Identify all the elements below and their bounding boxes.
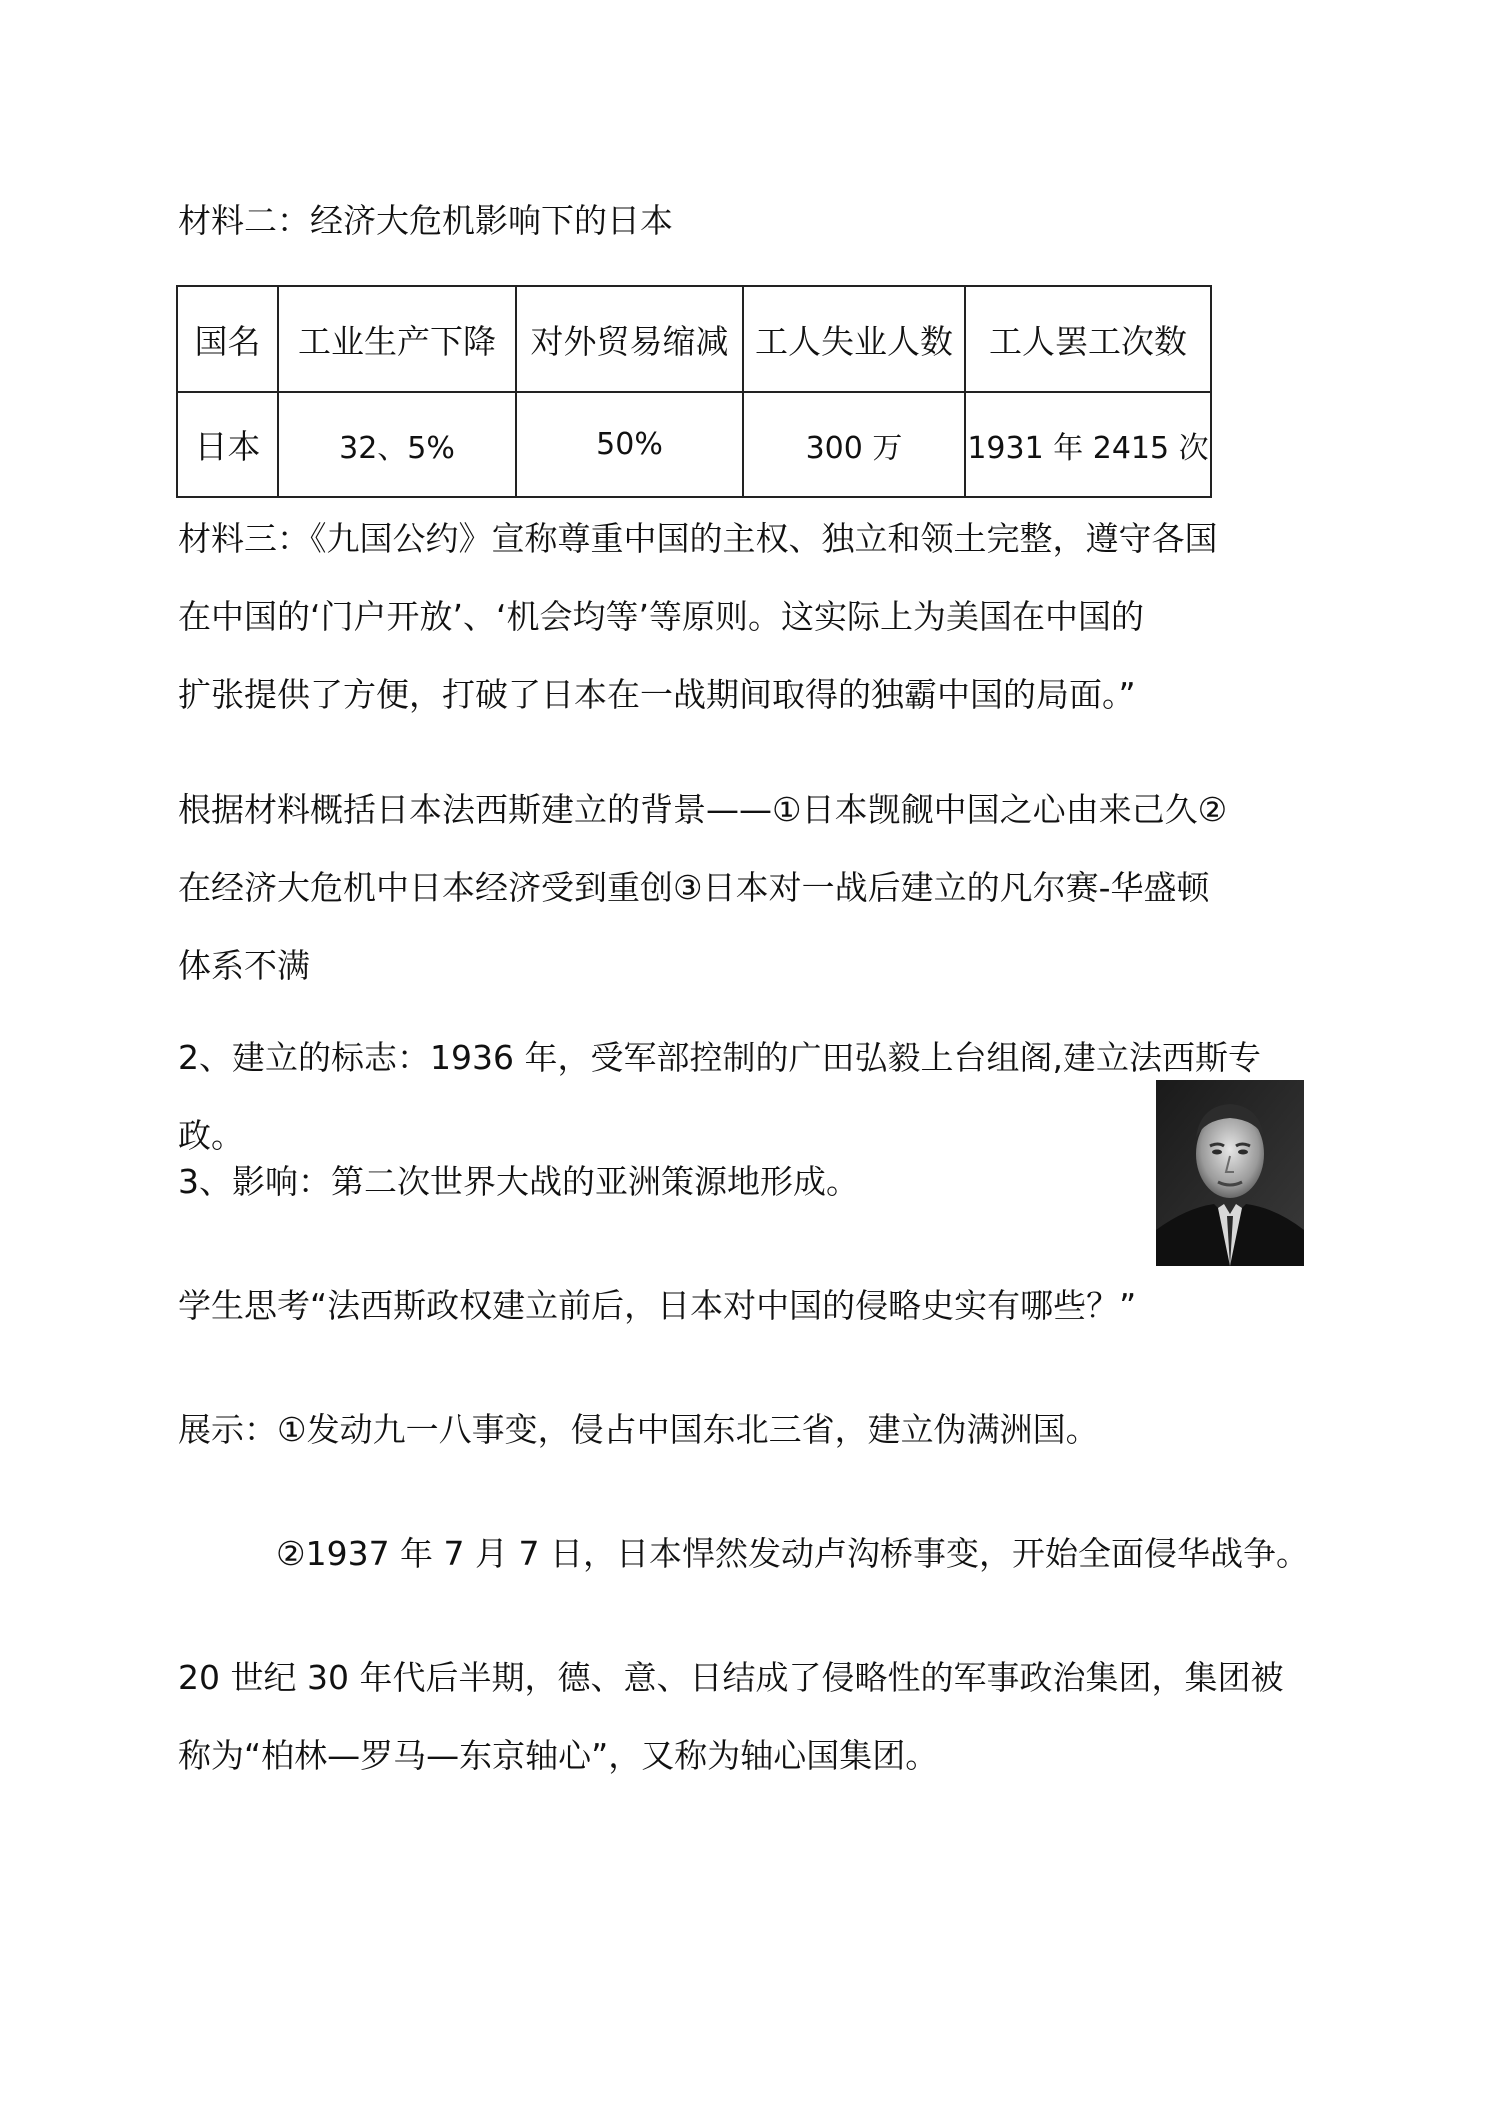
material-two-heading-text: 材料二：经济大危机影响下的日本 (178, 201, 673, 240)
text-line: 3、影响：第二次世界大战的亚洲策源地形成。 (178, 1162, 859, 1201)
axis-paragraph (178, 1639, 1328, 1795)
table-cell: 300 万 (743, 392, 965, 497)
text-line: 根据材料概括日本法西斯建立的背景——①日本觊觎中国之心由来己久② (178, 790, 1228, 829)
text-line: 材料三：《九国公约》宣称尊重中国的主权、独立和领土完整，遵守各国 (178, 519, 1218, 558)
text-line: 在中国的‘门户开放’、‘机会均等’等原则。这实际上为美国在中国的 (178, 597, 1144, 636)
table-cell: 日本 (177, 392, 278, 497)
background-summary-paragraph (178, 771, 1328, 1005)
table-header-cell: 工人失业人数 (743, 286, 965, 392)
table-header-cell: 国名 (177, 286, 278, 392)
table-header-cell: 工人罢工次数 (965, 286, 1211, 392)
text-line: 体系不满 (178, 946, 310, 985)
table-cell: 1931 年 2415 次 (965, 392, 1211, 497)
text-line: 20 世纪 30 年代后半期，德、意、日结成了侵略性的军事政治集团，集团被 (178, 1658, 1284, 1697)
point-three-paragraph (178, 1143, 1328, 1221)
text-line: 在经济大危机中日本经济受到重创③日本对一战后建立的凡尔赛-华盛顿 (178, 868, 1210, 907)
text-line: 扩张提供了方便，打破了日本在一战期间取得的独霸中国的局面。” (178, 675, 1136, 714)
table-cell: 50% (516, 392, 743, 497)
text-line: 学生思考“法西斯政权建立前后，日本对中国的侵略史实有哪些？” (178, 1286, 1137, 1325)
japan-economy-table (176, 285, 1212, 498)
table-header-row (177, 286, 1211, 392)
table-cell: 32、5% (278, 392, 516, 497)
table-row (177, 392, 1211, 497)
table-header-cell: 对外贸易缩减 (516, 286, 743, 392)
text-line: ②1937 年 7 月 7 日，日本悍然发动卢沟桥事变，开始全面侵华战争。 (276, 1534, 1310, 1573)
display-one-paragraph (178, 1391, 1328, 1469)
text-line: 2、建立的标志：1936 年，受军部控制的广田弘毅上台组阁,建立法西斯专 (178, 1038, 1261, 1077)
material-three-paragraph (178, 500, 1328, 734)
text-line: 政。 (178, 1116, 244, 1155)
text-line: 称为“柏林—罗马—东京轴心”，又称为轴心国集团。 (178, 1736, 939, 1775)
display-two-paragraph (276, 1515, 1336, 1593)
table-header-cell: 工业生产下降 (278, 286, 516, 392)
student-question-paragraph (178, 1267, 1328, 1345)
text-line: 展示：①发动九一八事变，侵占中国东北三省，建立伪满洲国。 (178, 1410, 1099, 1449)
material-two-heading (178, 182, 1328, 260)
